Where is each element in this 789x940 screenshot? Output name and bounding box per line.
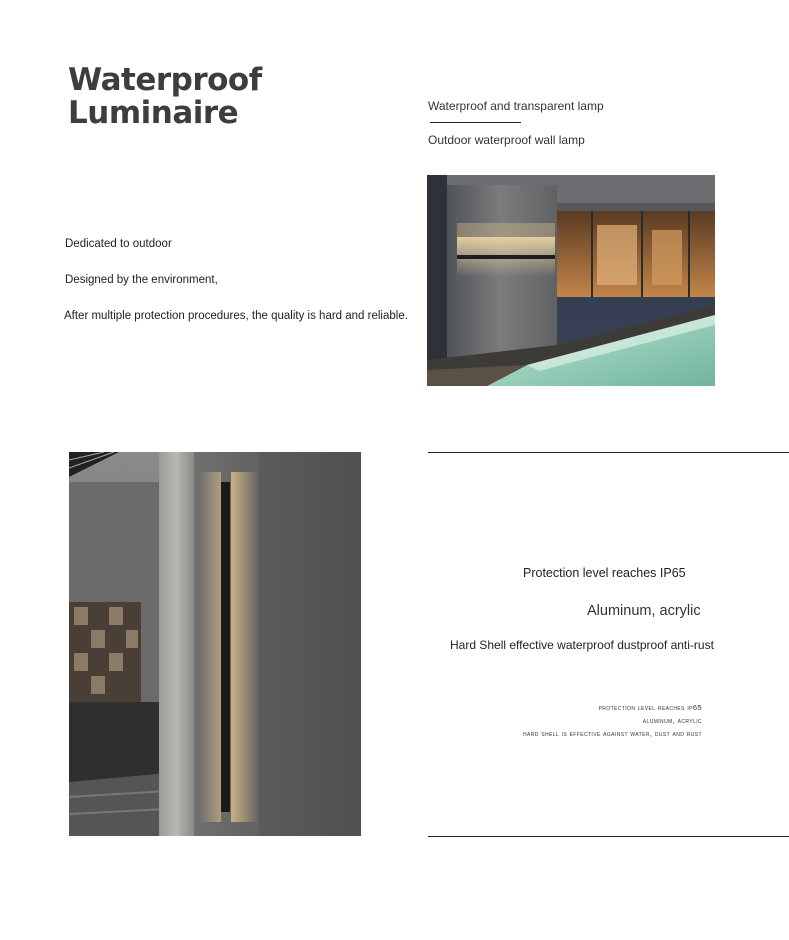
feature-protection: Protection level reaches IP65 [523,566,686,580]
features-small-line-3: hard shell is effective against water, dust and rust [522,729,702,738]
outdoor-pool-photo [427,175,715,386]
title-line-1: Waterproof [68,62,262,98]
intro-line-2: Designed by the environment, [65,274,218,286]
subtitle-divider [430,122,521,123]
subtitle-primary: Waterproof and transparent lamp [428,99,604,113]
interior-lamp-photo [69,452,361,836]
intro-line-1: Dedicated to outdoor [65,238,172,250]
section-divider-bottom [428,836,789,837]
interior-lamp-illustration [69,452,361,836]
features-small-line-1: protection level reaches ip65 [598,703,702,712]
feature-shell: Hard Shell effective waterproof dustproof anti-rust [450,638,714,652]
outdoor-pool-illustration [427,175,715,386]
feature-material: Aluminum, acrylic [587,603,701,619]
section-divider-top [428,452,789,453]
intro-line-3: After multiple protection procedures, the quality is hard and reliable. [64,310,408,322]
subtitle-secondary: Outdoor waterproof wall lamp [428,133,585,147]
features-small-block [430,701,702,740]
features-small-line-2: aluminum, acrylic [642,716,702,725]
page-title [68,64,262,130]
title-line-2: Luminaire [68,95,239,131]
